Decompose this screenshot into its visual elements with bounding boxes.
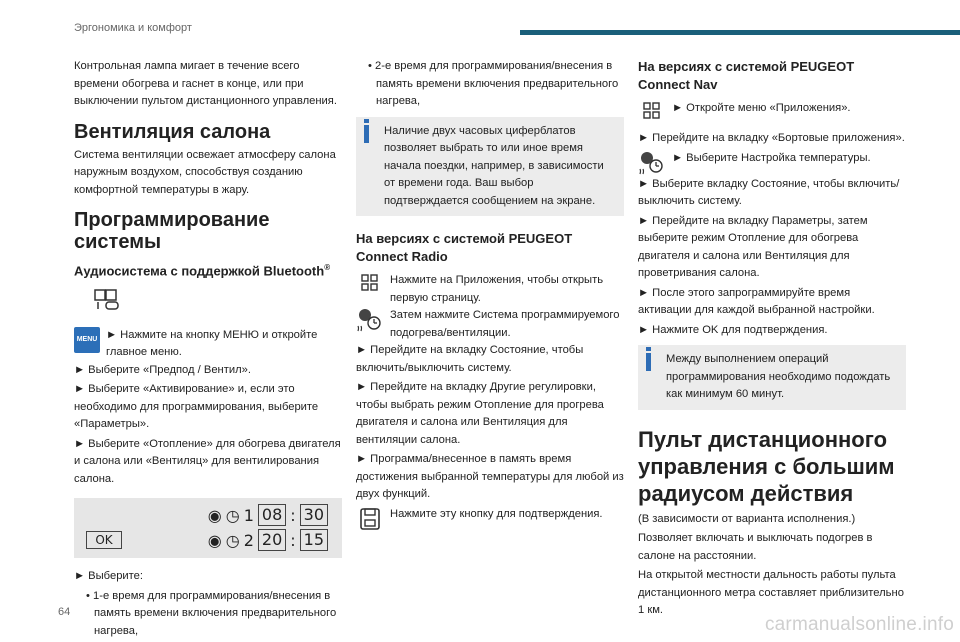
nav-step-7: ► Нажмите OK для подтверждения. [638, 323, 828, 336]
remote-para-2: Позволяет включать и выключать подогрев в салоне на расстоянии. [638, 532, 873, 562]
column-3 [638, 58, 906, 622]
fan-clock-icon [638, 150, 666, 176]
timer-display [74, 498, 342, 558]
radio-step-6-text: Нажмите эту кнопку для подтверждения. [390, 507, 603, 520]
clock-icon: ◷ [225, 530, 240, 550]
header-accent-bar [520, 30, 960, 35]
nav-step-3-text: ► Выберите Настройка температуры. [672, 151, 871, 164]
info-box [356, 117, 624, 217]
clock-icon: ◷ [225, 505, 240, 525]
bluetooth-audio-icon [92, 286, 342, 319]
heading-connect-radio: На версиях с системой PEUGEOT Connect Radio [356, 231, 573, 264]
info-box-wait [638, 345, 906, 410]
timer-number-2: 2 [243, 530, 254, 550]
apps-grid-icon [638, 100, 666, 124]
radio-step-6 [356, 506, 624, 532]
step-3: ► Выберите «Активирование» и, если это необходимо для программирования, выберите «Параметры». [74, 383, 319, 431]
radio-step-2-text: Затем нажмите Система программируемого подогрева/вентиляции. [390, 309, 620, 339]
timer-row-1 [208, 504, 328, 526]
section-title: Эргономика и комфорт [74, 22, 192, 34]
step-4: ► Выберите «Отопление» для обогрева двигателя и салона или «Вентиляц» для вентилирования салона. [74, 437, 341, 485]
time-colon: : [290, 530, 296, 550]
radio-step-2 [356, 307, 624, 342]
bullet-1: • 1-е время для программирования/внесения в память времени включения предварительного нагрева, [86, 589, 337, 637]
apps-grid-icon [356, 272, 384, 296]
step-menu [74, 327, 342, 362]
step-5: ► Выберите: [74, 570, 143, 583]
column-2 [356, 58, 624, 532]
remote-para-1: (В зависимости от варианта исполнения.) [638, 512, 856, 525]
fan-clock-icon [356, 307, 384, 333]
nav-step-5: ► Перейдите на вкладку Параметры, затем выберите режим Отопление для обогрева двигателя и салона или Вентиляция для проветривания салона. [638, 214, 868, 279]
timer-hours-2[interactable]: 20 [258, 529, 286, 551]
heading-remote-control: Пульт дистанционного управления с большим радиусом действия [638, 426, 895, 506]
registered-mark: ® [324, 263, 331, 272]
paragraph-ventilation: Система вентиляции освежает атмосферу салона наружным воздухом, способствуя созданию комфортной температуры в жару. [74, 148, 336, 196]
radio-selected-icon: ◉ [207, 505, 222, 525]
heading-ventilation: Вентиляция салона [74, 120, 271, 143]
radio-step-1-text: Нажмите на Приложения, чтобы открыть первую страницу. [390, 274, 604, 304]
radio-step-1 [356, 272, 624, 307]
page-number: 64 [58, 606, 71, 618]
nav-step-1 [638, 100, 906, 124]
info-text: Наличие двух часовых циферблатов позволяет выбрать то или иное время начала поездки, например, в зависимости от времени года. Ваш выбор подтверждается сообщением на экране. [384, 124, 604, 207]
paragraph-lamp: Контрольная лампа мигает в течение всего времени обогрева и гаснет в конце, или при выключении пультом дистанционного управления. [74, 60, 337, 107]
heading-programming: Программирование системы [74, 209, 270, 253]
nav-step-1-text: ► Откройте меню «Приложения». [672, 102, 851, 114]
radio-step-5: ► Программа/внесенное в память время достижения выбранной температуры для любой из двух функций. [356, 453, 624, 500]
save-icon [356, 506, 384, 532]
nav-step-3 [638, 150, 906, 176]
radio-selected-icon: ◉ [207, 530, 222, 550]
bullet-2: • 2-е время для программирования/внесения в память времени включения предварительного нагрева, [368, 60, 619, 107]
info-icon [646, 353, 651, 371]
timer-minutes-2[interactable]: 15 [300, 529, 328, 551]
time-colon: : [290, 505, 296, 525]
heading-connect-nav: На версиях с системой PEUGEOT Connect Nav [638, 59, 855, 92]
heading-audio-bluetooth [74, 259, 342, 280]
watermark: carmanualsonline.info [764, 614, 954, 635]
nav-step-6: ► После этого запрограммируйте время активации для каждой выбранной настройки. [638, 286, 875, 316]
menu-icon [74, 327, 100, 353]
info-icon [364, 125, 369, 143]
heading-audio-text: Аудиосистема с поддержкой Bluetooth [74, 263, 325, 279]
timer-hours-1[interactable]: 08 [258, 504, 286, 526]
column-1 [74, 58, 342, 642]
step-2: ► Выберите «Предпод / Вентил». [74, 363, 251, 376]
ok-button[interactable]: OK [86, 531, 122, 549]
radio-step-4: ► Перейдите на вкладку Другие регулировки, чтобы выбрать режим Отопление для прогрева двигателя и салона или Вентиляция для вентиляции салона. [356, 381, 604, 446]
radio-step-3: ► Перейдите на вкладку Состояние, чтобы включить/выключить систему. [356, 344, 584, 374]
info-wait-text: Между выполнением операций программирования необходимо подождать как минимум 60 минут. [666, 353, 891, 400]
nav-step-2: ► Перейдите на вкладку «Бортовые приложения». [638, 132, 905, 144]
timer-number-1: 1 [243, 505, 254, 525]
timer-minutes-1[interactable]: 30 [300, 504, 328, 526]
nav-step-4: ► Выберите вкладку Состояние, чтобы включить/выключить систему. [638, 177, 900, 207]
timer-row-2 [208, 529, 328, 551]
step-1: ► Нажмите на кнопку МЕНЮ и откройте главное меню. [106, 328, 318, 359]
remote-para-3: На открытой местности дальность работы пульта дистанционного метра составляет приблизительно 1 км. [638, 569, 904, 616]
menu-icon-label: MENU [76, 336, 98, 344]
